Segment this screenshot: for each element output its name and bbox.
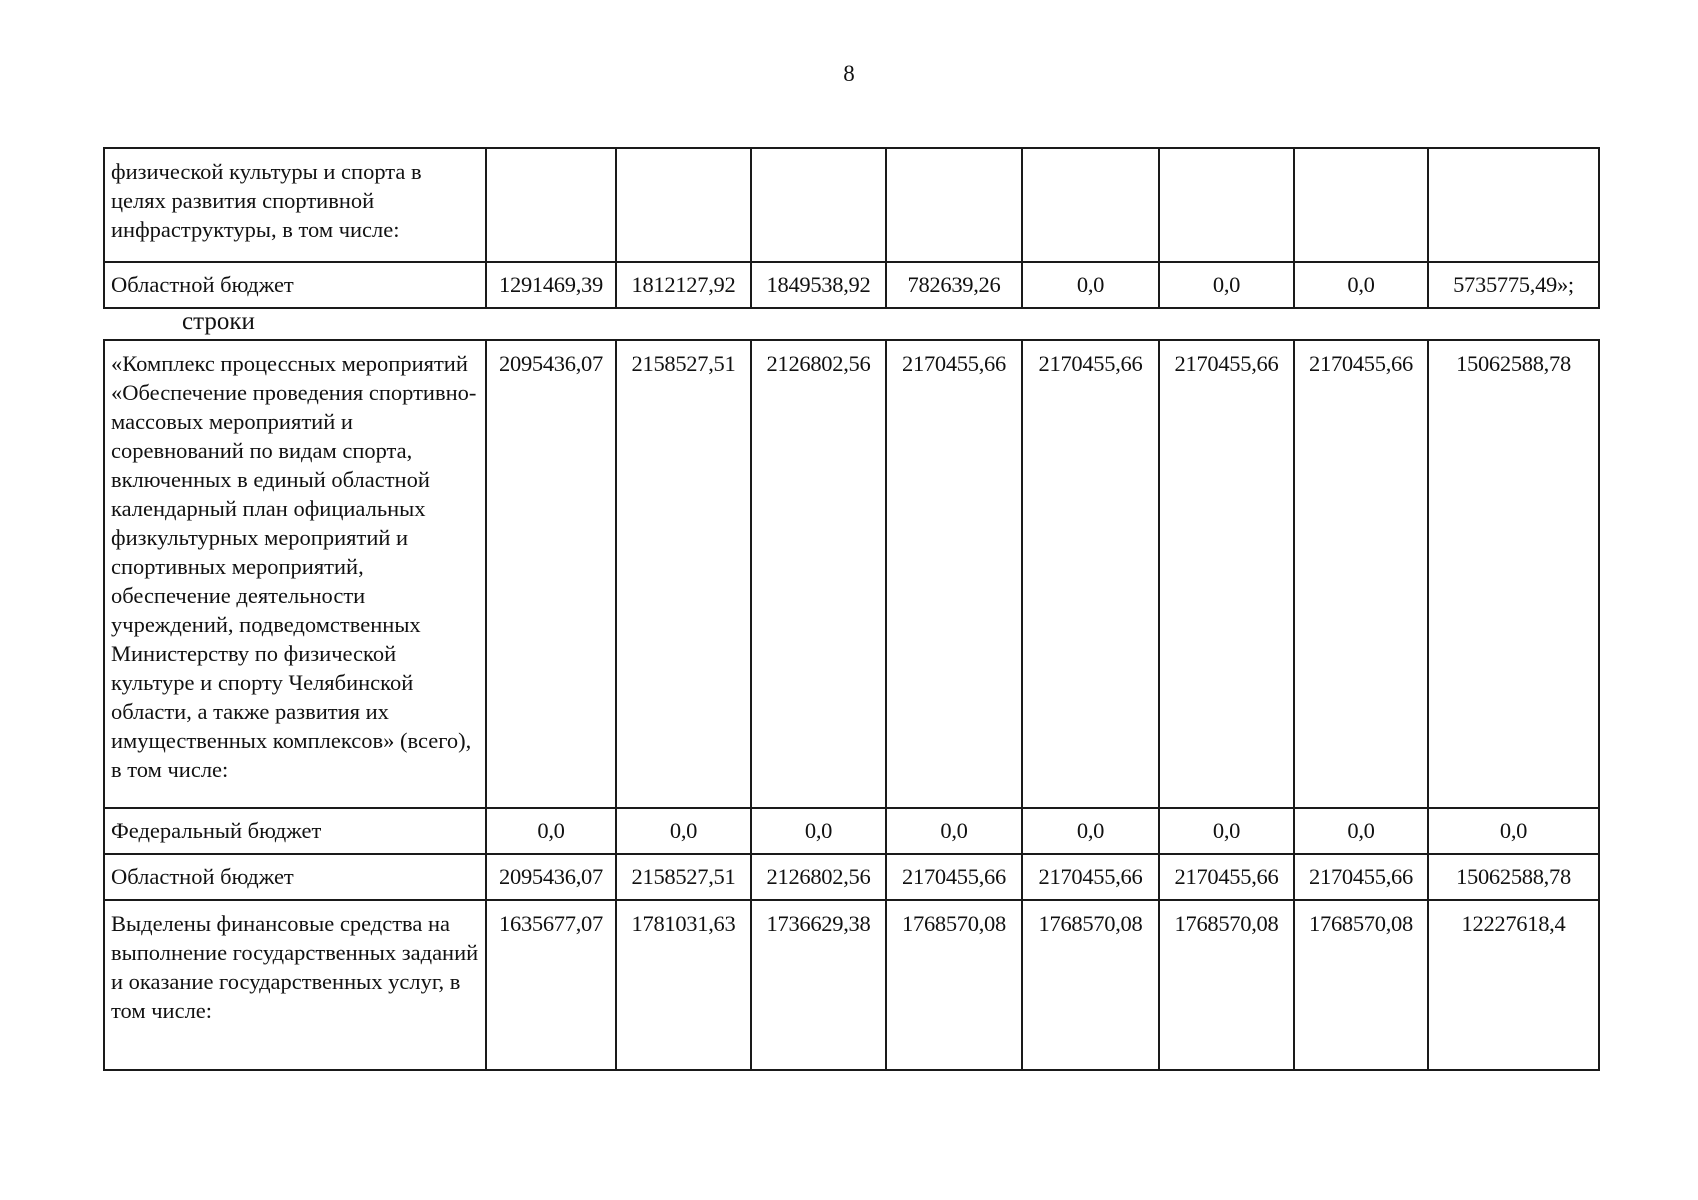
top-table [103, 147, 1600, 309]
bottom-table [103, 339, 1600, 1071]
value-cell: 2095436,07 [486, 854, 616, 900]
value-cell: 1635677,07 [486, 900, 616, 1070]
value-cell [616, 148, 751, 262]
value-cell [1428, 148, 1599, 262]
value-cell: 1736629,38 [751, 900, 886, 1070]
table-row [104, 262, 1599, 308]
value-cell: 2170455,66 [1294, 340, 1428, 808]
value-cell: 2095436,07 [486, 340, 616, 808]
value-cell [1294, 148, 1428, 262]
row-label: Областной бюджет [104, 854, 486, 900]
value-cell: 0,0 [486, 808, 616, 854]
value-cell: 0,0 [1294, 808, 1428, 854]
value-cell: 0,0 [886, 808, 1022, 854]
value-cell: 2170455,66 [1022, 854, 1159, 900]
value-cell: 2126802,56 [751, 340, 886, 808]
value-cell: 2170455,66 [886, 854, 1022, 900]
value-cell: 2170455,66 [1294, 854, 1428, 900]
separator-word: строки [182, 308, 255, 335]
value-cell: 0,0 [616, 808, 751, 854]
value-cell: 0,0 [1159, 808, 1294, 854]
value-cell: 2170455,66 [886, 340, 1022, 808]
value-cell: 782639,26 [886, 262, 1022, 308]
value-cell [751, 148, 886, 262]
value-cell: 0,0 [1159, 262, 1294, 308]
table-row [104, 340, 1599, 808]
value-cell: 2170455,66 [1159, 340, 1294, 808]
row-label: Федеральный бюджет [104, 808, 486, 854]
value-cell: 2170455,66 [1159, 854, 1294, 900]
row-label: Выделены финансовые средства на выполнение государственных заданий и оказание государственных услуг, в том числе: [104, 900, 486, 1070]
value-cell: 15062588,78 [1428, 854, 1599, 900]
value-cell: 0,0 [751, 808, 886, 854]
value-cell: 5735775,49»; [1428, 262, 1599, 308]
value-cell: 1768570,08 [1022, 900, 1159, 1070]
value-cell: 1781031,63 [616, 900, 751, 1070]
table-row [104, 900, 1599, 1070]
value-cell: 1291469,39 [486, 262, 616, 308]
row-label: «Комплекс процессных мероприятий «Обеспечение проведения спортивно-массовых мероприятий и соревнований по видам спорта, включенных в единый областной календарный план официальных физкультурных мероприятий и спортивных мероприятий, обеспечение деятельности учреждений, подведомственных Министерству по физической культуре и спорту Челябинской области, а также развития их имущественных комплексов» (всего), в том числе: [104, 340, 486, 808]
value-cell: 0,0 [1428, 808, 1599, 854]
value-cell: 0,0 [1022, 808, 1159, 854]
value-cell: 2126802,56 [751, 854, 886, 900]
value-cell: 2158527,51 [616, 340, 751, 808]
value-cell [886, 148, 1022, 262]
table-row [104, 808, 1599, 854]
value-cell: 1768570,08 [886, 900, 1022, 1070]
value-cell: 1812127,92 [616, 262, 751, 308]
value-cell: 15062588,78 [1428, 340, 1599, 808]
row-label: физической культуры и спорта в целях развития спортивной инфраструктуры, в том числе: [104, 148, 486, 262]
value-cell [486, 148, 616, 262]
table-row [104, 854, 1599, 900]
value-cell: 1849538,92 [751, 262, 886, 308]
value-cell [1022, 148, 1159, 262]
value-cell: 2170455,66 [1022, 340, 1159, 808]
page-number: 8 [843, 61, 855, 86]
table-row [104, 148, 1599, 262]
value-cell: 2158527,51 [616, 854, 751, 900]
value-cell: 0,0 [1294, 262, 1428, 308]
row-label: Областной бюджет [104, 262, 486, 308]
value-cell: 1768570,08 [1159, 900, 1294, 1070]
value-cell: 1768570,08 [1294, 900, 1428, 1070]
value-cell: 12227618,4 [1428, 900, 1599, 1070]
value-cell [1159, 148, 1294, 262]
value-cell: 0,0 [1022, 262, 1159, 308]
